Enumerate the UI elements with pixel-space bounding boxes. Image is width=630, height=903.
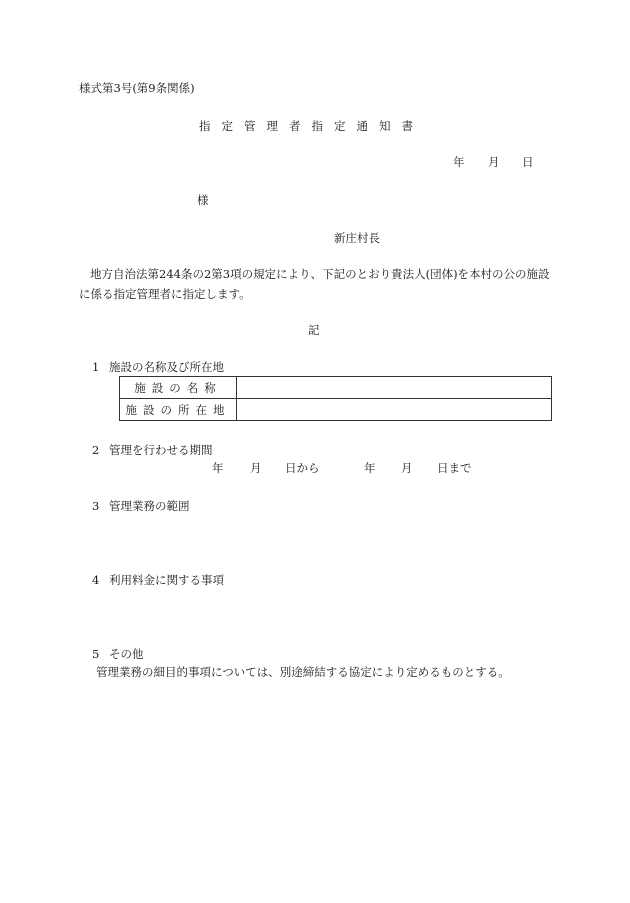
period-end-year: 年	[364, 461, 376, 475]
facility-table	[119, 376, 552, 421]
section-5-body: 管理業務の細目的事項については、別途締結する協定により定めるものとする。	[96, 665, 510, 679]
facility-name-value[interactable]	[237, 377, 552, 399]
period-end-month: 月	[401, 461, 413, 475]
section-2-title: 管理を行わせる期間	[109, 443, 213, 457]
facility-name-label: 施設の名称	[120, 377, 237, 399]
body-text-line2: に係る指定管理者に指定します。	[79, 287, 251, 301]
section-2-number: 2	[92, 443, 100, 457]
sender-name: 新庄村長	[334, 231, 380, 245]
section-3-title: 管理業務の範囲	[109, 499, 190, 513]
recipient-suffix: 様	[197, 193, 209, 207]
facility-location-label: 施設の所在地	[120, 399, 237, 421]
body-text-line1: 地方自治法第244条の2第3項の規定により、下記のとおり貴法人(団体)を本村の公の施設	[90, 267, 550, 281]
section-5-title: その他	[109, 647, 144, 661]
period-start-day: 日から	[285, 461, 320, 475]
table-row	[120, 399, 552, 421]
form-number: 様式第3号(第9条関係)	[79, 81, 195, 95]
section-3-number: 3	[92, 499, 100, 513]
ki-heading: 記	[308, 323, 320, 337]
section-4-number: 4	[92, 573, 100, 587]
period-start-month: 月	[250, 461, 262, 475]
section-1-number: 1	[92, 360, 100, 374]
period-start-year: 年	[212, 461, 224, 475]
date-day-label: 日	[522, 155, 534, 169]
section-1-title: 施設の名称及び所在地	[109, 360, 224, 374]
period-end-day: 日まで	[437, 461, 472, 475]
date-year-label: 年	[453, 155, 465, 169]
table-row	[120, 377, 552, 399]
facility-location-value[interactable]	[237, 399, 552, 421]
section-4-title: 利用料金に関する事項	[109, 573, 224, 587]
section-5-number: 5	[92, 647, 100, 661]
date-month-label: 月	[488, 155, 500, 169]
document-title: 指定管理者指定通知書	[199, 119, 424, 133]
